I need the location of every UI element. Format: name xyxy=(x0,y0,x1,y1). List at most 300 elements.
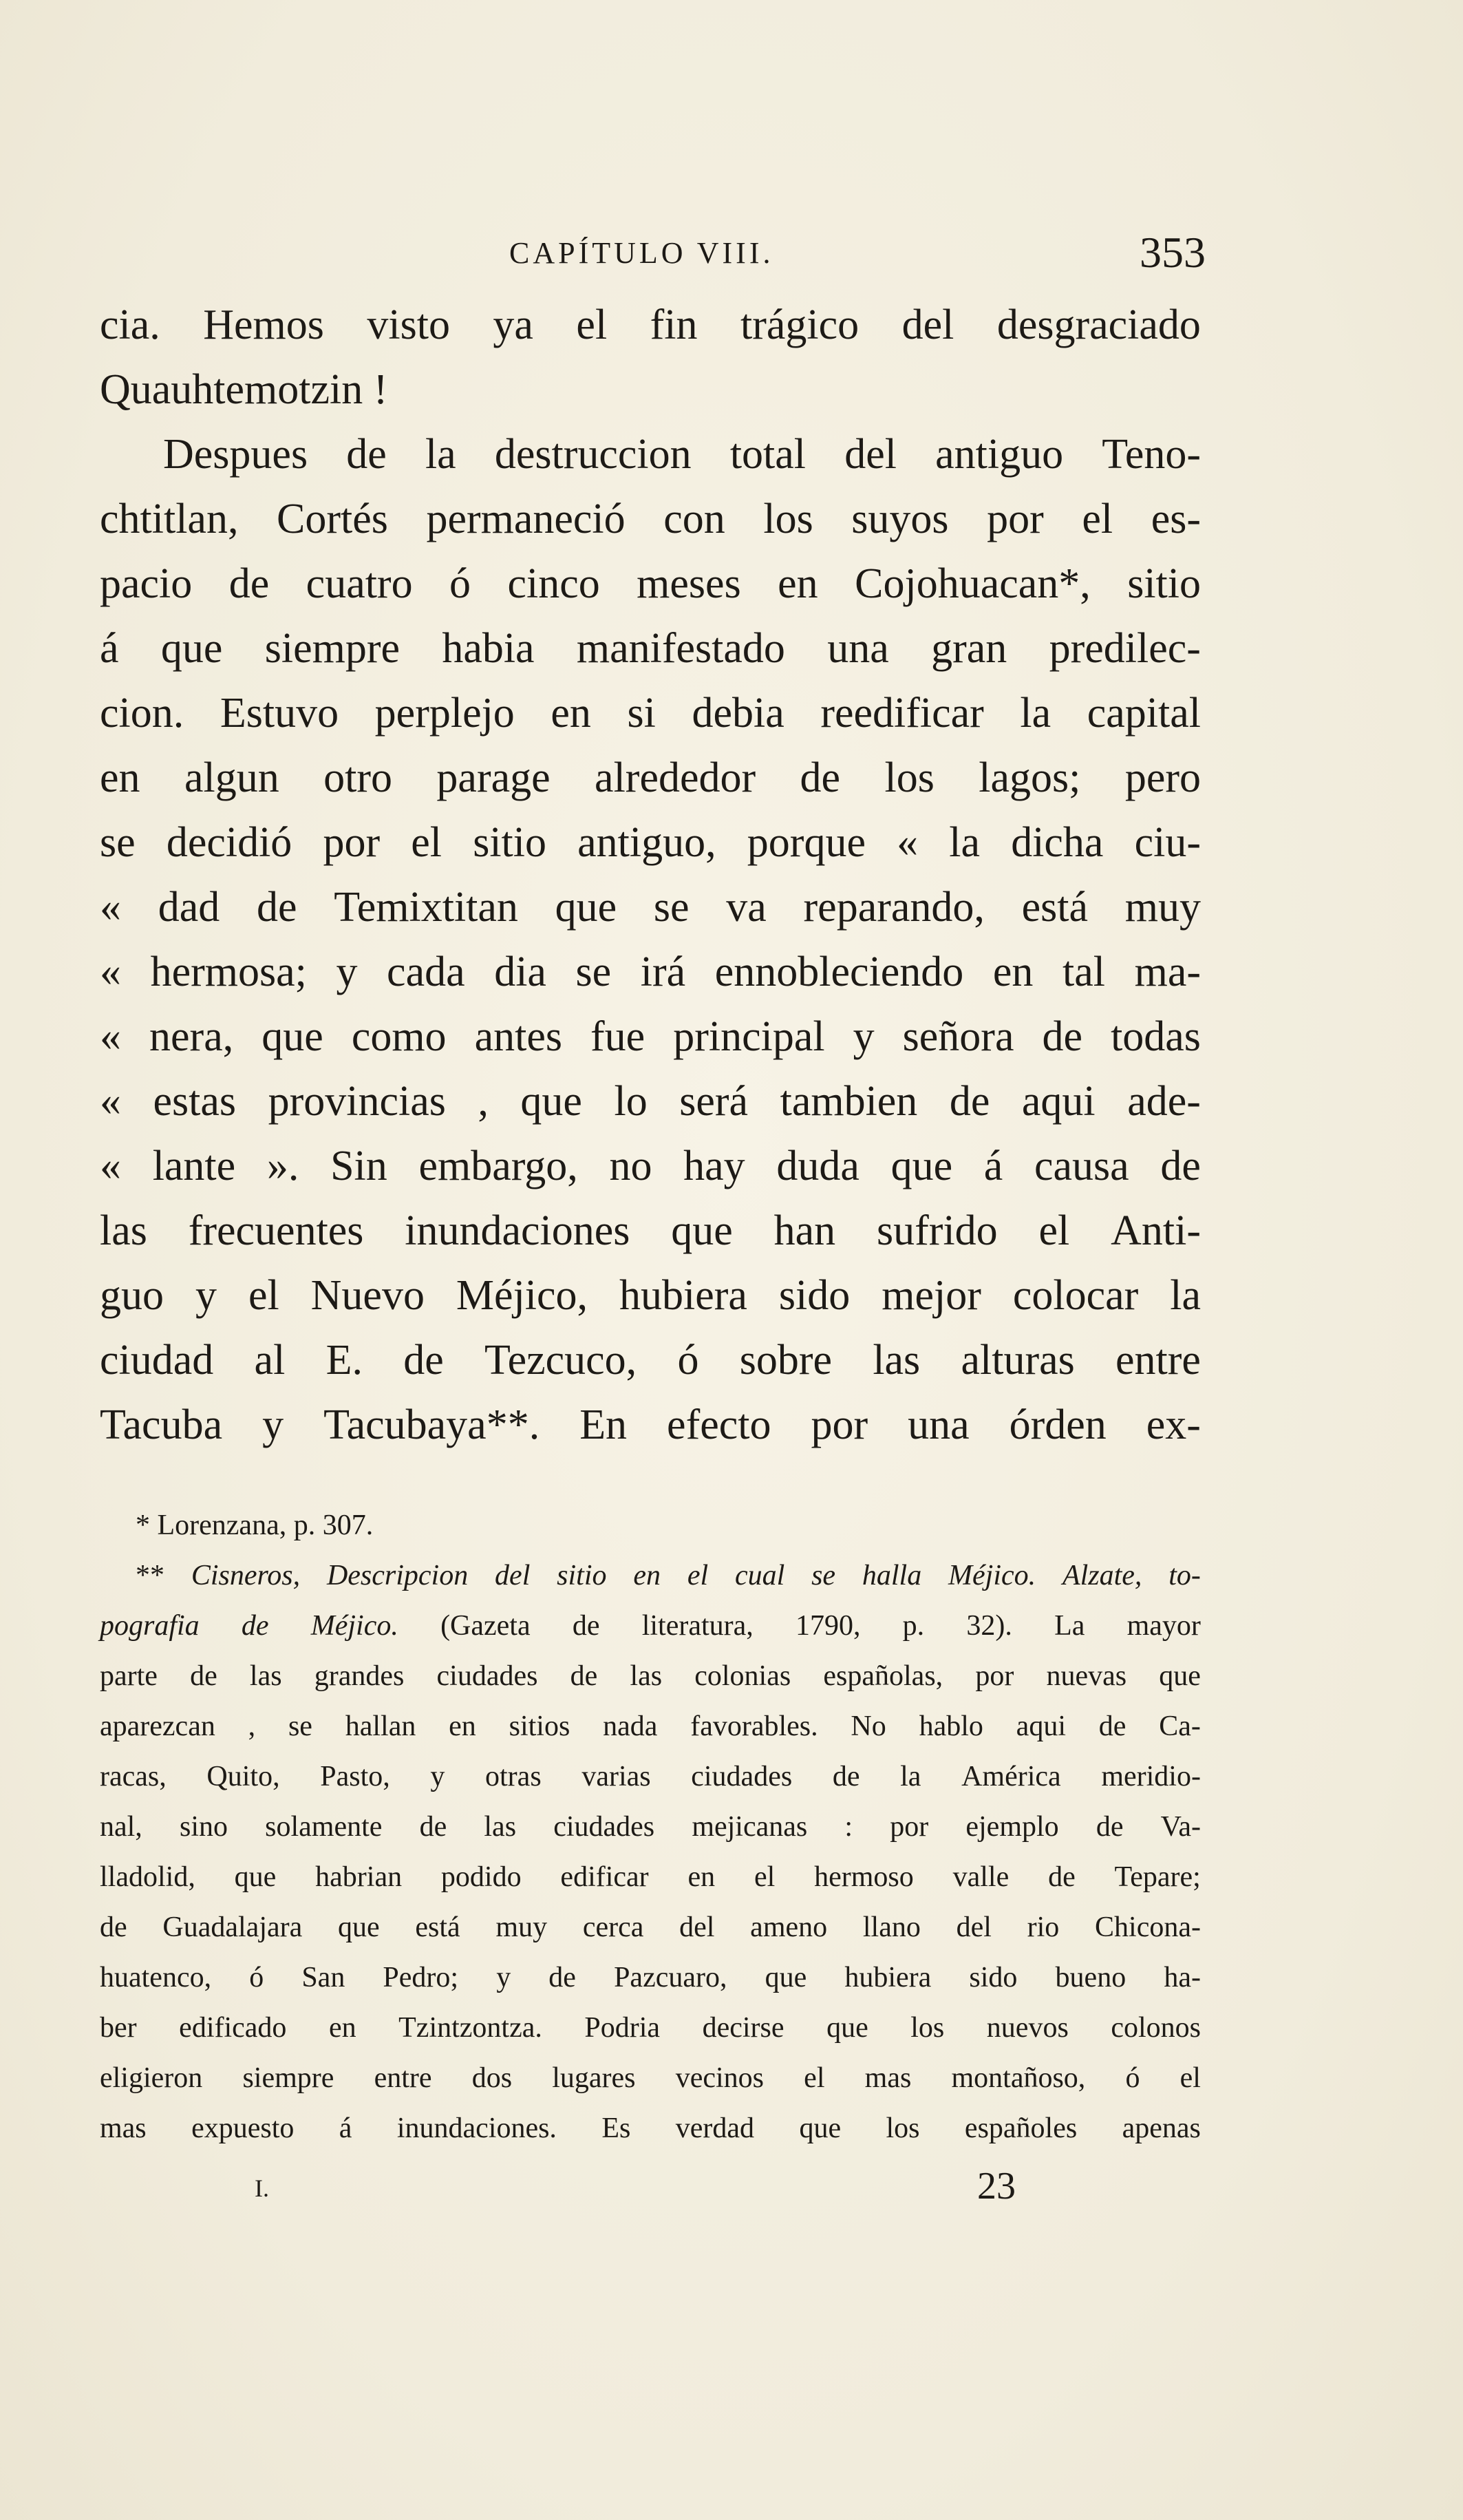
footnote-word: ó xyxy=(1125,2062,1140,2094)
footnote-word: ciudades xyxy=(691,1761,793,1792)
footnote-word: españolas, xyxy=(823,1660,943,1692)
footnote-word: podido xyxy=(440,1861,522,1893)
word: el xyxy=(1082,496,1113,542)
word: lagos; xyxy=(979,754,1081,801)
word: suyos xyxy=(851,496,949,542)
word: cion. xyxy=(100,690,184,737)
footnote-word: del xyxy=(679,1912,715,1943)
footnote-word: las xyxy=(249,1660,282,1692)
word: y xyxy=(336,949,358,995)
footnote-word: Méjico. xyxy=(948,1560,1036,1591)
footnote-line xyxy=(100,1501,1201,1551)
word: se xyxy=(575,949,612,995)
word: trágico xyxy=(740,301,859,348)
footnote-word: ha- xyxy=(1164,1962,1201,1993)
word: decidió xyxy=(166,819,292,866)
footnote-word: Chicona- xyxy=(1095,1912,1201,1943)
word: visto xyxy=(367,301,450,348)
word: entre xyxy=(1115,1337,1201,1384)
footnote-word: que xyxy=(826,2012,868,2044)
footnote-word: colonias xyxy=(694,1660,791,1692)
footnote-word: mayor xyxy=(1126,1610,1201,1642)
word: tal xyxy=(1062,949,1106,995)
footnote-word: que xyxy=(1159,1660,1201,1692)
word: sobre xyxy=(739,1337,833,1384)
text-line xyxy=(100,551,1201,616)
footnote-word: los xyxy=(886,2113,920,2144)
word: el xyxy=(248,1272,279,1319)
word: de xyxy=(949,1078,990,1125)
footnote-word: parte xyxy=(100,1660,158,1692)
word: nera, xyxy=(149,1013,234,1060)
footnote-word: de xyxy=(419,1811,447,1843)
footnote-word: sino xyxy=(179,1811,228,1843)
footnote-word: hablo xyxy=(919,1711,983,1742)
footnote-word: bueno xyxy=(1055,1962,1126,1993)
word: ade- xyxy=(1127,1078,1201,1125)
word: si xyxy=(627,690,656,737)
footnote-line xyxy=(100,1903,1201,1953)
word: predilec- xyxy=(1049,625,1201,672)
footnote-word: apenas xyxy=(1122,2113,1201,2144)
word: y xyxy=(195,1272,217,1319)
word: Hemos xyxy=(203,301,324,348)
footnote-word: decirse xyxy=(702,2012,784,2044)
word: se xyxy=(653,884,690,931)
footnote-word: cerca xyxy=(582,1912,644,1943)
word: « xyxy=(100,1078,121,1125)
word: de xyxy=(800,754,841,801)
word: no xyxy=(609,1143,652,1189)
word: meses xyxy=(637,560,741,607)
word: sitio xyxy=(1127,560,1201,607)
footnote-word: La xyxy=(1054,1610,1085,1642)
main-text xyxy=(100,293,1201,1457)
footnote-word: está xyxy=(415,1912,460,1943)
word: provincias xyxy=(268,1078,446,1125)
footnote-word: * Lorenzana, p. 307. xyxy=(136,1510,374,1541)
footnote-word: Alzate, xyxy=(1062,1560,1142,1591)
footnote-word: que xyxy=(765,1962,807,1993)
word: las xyxy=(100,1207,147,1254)
word: cada xyxy=(387,949,465,995)
word: una xyxy=(908,1401,970,1448)
word: se xyxy=(100,819,136,866)
word: de xyxy=(346,431,387,478)
page-number: 353 xyxy=(1140,228,1206,277)
word: una xyxy=(827,625,889,672)
footnote-word: Pedro; xyxy=(383,1962,459,1993)
word: en xyxy=(992,949,1034,995)
word: el xyxy=(411,819,442,866)
word: « xyxy=(100,949,121,995)
word: Teno- xyxy=(1102,431,1201,478)
word: manifestado xyxy=(576,625,785,672)
footnote-word: : xyxy=(844,1811,853,1843)
footnote-word: edificar xyxy=(560,1861,649,1893)
footnote-word: en xyxy=(687,1861,716,1893)
footnote-word: vecinos xyxy=(675,2062,764,2094)
footnote-line xyxy=(100,1702,1201,1752)
footnote-word: del xyxy=(495,1560,531,1591)
footnote-word: en xyxy=(633,1560,661,1591)
word: pacio xyxy=(100,560,193,607)
footnote-word: el xyxy=(687,1560,709,1591)
footnote-word: ejemplo xyxy=(965,1811,1059,1843)
footnote-word: Tepare; xyxy=(1114,1861,1201,1893)
footnote-word: lladolid, xyxy=(100,1861,195,1893)
text-line xyxy=(100,1198,1201,1263)
word: ciudad xyxy=(100,1337,214,1384)
footnote-word: inundaciones. xyxy=(396,2113,557,2144)
word: ó xyxy=(449,560,471,607)
text-line xyxy=(100,875,1201,940)
word: lo xyxy=(614,1078,648,1125)
word: ». xyxy=(266,1143,299,1189)
word: de xyxy=(403,1337,444,1384)
text-line xyxy=(100,1004,1201,1069)
footnote-word: aparezcan xyxy=(100,1711,215,1742)
word: total xyxy=(729,431,807,478)
footnote-word: dos xyxy=(471,2062,513,2094)
word: la xyxy=(1020,690,1051,737)
footnote-word: verdad xyxy=(675,2113,755,2144)
footnote-word: Pasto, xyxy=(320,1761,390,1792)
footnote-word: de xyxy=(572,1610,600,1642)
word: dicha xyxy=(1011,819,1104,866)
word: antes xyxy=(474,1013,562,1060)
word: Nuevo xyxy=(310,1272,425,1319)
footnote-line xyxy=(100,1601,1201,1651)
footnote-word: valle xyxy=(952,1861,1010,1893)
footnote-word: pografia xyxy=(100,1610,200,1642)
word: los xyxy=(763,496,813,542)
footnote-word: Ca- xyxy=(1159,1711,1201,1742)
footnote-word: Tzintzontza. xyxy=(398,2012,542,2044)
word: de xyxy=(1160,1143,1201,1189)
word: alrededor xyxy=(595,754,756,801)
footnote-word: rio xyxy=(1027,1912,1060,1943)
footnote-line xyxy=(100,1802,1201,1852)
word: porque xyxy=(747,819,866,866)
word: han xyxy=(773,1207,836,1254)
word: Méjico, xyxy=(456,1272,588,1319)
footnote-word: se xyxy=(811,1560,836,1591)
footnote-word: edificado xyxy=(179,2012,287,2044)
footnote-line xyxy=(100,1752,1201,1802)
word: está xyxy=(1021,884,1088,931)
word: frecuentes xyxy=(188,1207,364,1254)
word: será xyxy=(679,1078,749,1125)
word: el xyxy=(576,301,608,348)
word: duda xyxy=(776,1143,859,1189)
word: destruccion xyxy=(494,431,692,478)
footnote-word: habrian xyxy=(315,1861,403,1893)
footnote-word: de xyxy=(1096,1811,1124,1843)
word: permaneció xyxy=(426,496,626,542)
word: reparando, xyxy=(803,884,985,931)
footnote-word: huatenco, xyxy=(100,1962,212,1993)
word: hermosa; xyxy=(150,949,307,995)
word: y xyxy=(853,1013,875,1060)
word: que xyxy=(555,884,617,931)
footnote-word: el xyxy=(804,2062,825,2094)
word: « xyxy=(100,1013,121,1060)
word: la xyxy=(949,819,981,866)
footnote-word: Méjico. xyxy=(310,1610,398,1642)
word: guo xyxy=(100,1272,164,1319)
footnote-word: se xyxy=(288,1711,312,1742)
word: que xyxy=(671,1207,733,1254)
footnote-word: ciudades xyxy=(553,1811,655,1843)
word: Tezcuco, xyxy=(484,1337,637,1384)
footnote-word: hallan xyxy=(345,1711,416,1742)
footnote-word: por xyxy=(890,1811,929,1843)
footnote-word: hubiera xyxy=(844,1962,932,1993)
footnote-word: nada xyxy=(603,1711,658,1742)
word: fin xyxy=(650,301,698,348)
text-line xyxy=(100,293,1201,357)
word: hay xyxy=(683,1143,745,1189)
text-line xyxy=(100,810,1201,875)
word: irá xyxy=(640,949,686,995)
word: de xyxy=(256,884,297,931)
text-line xyxy=(100,1393,1201,1457)
footnote-word: sitios xyxy=(509,1711,570,1742)
footnote-word: colonos xyxy=(1111,2012,1201,2044)
footnote-word: 1790, xyxy=(795,1610,861,1642)
footnote-word: llano xyxy=(862,1912,921,1943)
word: en xyxy=(551,690,591,737)
word: el xyxy=(1038,1207,1070,1254)
word: siempre xyxy=(264,625,400,672)
footnote-word: cual xyxy=(734,1560,785,1591)
footnote-word: mas xyxy=(864,2062,912,2094)
footnote-word: literatura, xyxy=(641,1610,754,1642)
footnote-line xyxy=(100,1551,1201,1601)
footnote-word: siempre xyxy=(242,2062,334,2094)
word: chtitlan, xyxy=(100,496,239,542)
running-title: CAPÍTULO VIII. xyxy=(509,236,774,270)
word: por xyxy=(323,819,381,866)
word: de xyxy=(228,560,270,607)
word: Despues xyxy=(163,431,308,478)
word: ma- xyxy=(1134,949,1201,995)
footnote-word: el xyxy=(754,1861,776,1893)
footnote-word: de xyxy=(570,1660,598,1692)
text-line xyxy=(100,422,1201,487)
word: Tacuba xyxy=(100,1401,223,1448)
word: muy xyxy=(1124,884,1201,931)
footnote-word: racas, xyxy=(100,1761,167,1792)
word: Cortés xyxy=(277,496,388,542)
signature-mark: I. xyxy=(255,2174,269,2202)
word: es- xyxy=(1151,496,1201,542)
footnote-word: en xyxy=(449,1711,476,1742)
word: sido xyxy=(778,1272,851,1319)
word: cia. xyxy=(100,301,160,348)
word: sitio xyxy=(473,819,546,866)
footnote-word: hermoso xyxy=(814,1861,914,1893)
word: inundaciones xyxy=(405,1207,630,1254)
footnote-word: No xyxy=(851,1711,886,1742)
footnote-word: solamente xyxy=(265,1811,383,1843)
text-line xyxy=(100,357,1201,422)
footnote-word: Descripcion xyxy=(326,1560,469,1591)
word: perplejo xyxy=(374,690,515,737)
footnote-line xyxy=(100,2003,1201,2053)
footnote-word: América xyxy=(961,1761,1061,1792)
footnote-word: halla xyxy=(862,1560,922,1591)
word: todas xyxy=(1111,1013,1201,1060)
word: , xyxy=(478,1078,489,1125)
word: por xyxy=(987,496,1044,542)
word: lante xyxy=(152,1143,236,1189)
footnote-word: de xyxy=(1048,1861,1076,1893)
word: hubiera xyxy=(619,1272,747,1319)
word: colocar xyxy=(1012,1272,1139,1319)
footnote-word: Es xyxy=(601,2113,631,2144)
footnote-word: de xyxy=(1098,1711,1126,1742)
word: la xyxy=(425,431,456,478)
footnote-word: de xyxy=(190,1660,217,1692)
footnote-word: y xyxy=(430,1761,445,1792)
footnote-word: los xyxy=(910,2012,945,2044)
footnote-word: por xyxy=(975,1660,1014,1692)
footnote-word: las xyxy=(484,1811,517,1843)
word: los xyxy=(884,754,935,801)
footnote-line xyxy=(100,1651,1201,1702)
word: Tacubaya**. xyxy=(323,1401,540,1448)
footnote-word: varias xyxy=(581,1761,651,1792)
footnote-word: de xyxy=(832,1761,860,1792)
word: debia xyxy=(692,690,784,737)
word: ya xyxy=(493,301,533,348)
footnote-word: meridio- xyxy=(1101,1761,1201,1792)
footnote-word: y xyxy=(496,1962,511,1993)
word: ó xyxy=(677,1337,699,1384)
footnote-word: Va- xyxy=(1160,1811,1201,1843)
word: señora xyxy=(902,1013,1014,1060)
word: otro xyxy=(323,754,392,801)
footnote-word: de xyxy=(548,1962,576,1993)
page-footer xyxy=(100,2165,1201,2223)
footnote-word: Pazcuaro, xyxy=(614,1962,727,1993)
footnote-word: Quito, xyxy=(206,1761,280,1792)
text-line xyxy=(100,1328,1201,1393)
word: Temixtitan xyxy=(334,884,518,931)
word: ciu- xyxy=(1134,819,1201,866)
word: que xyxy=(890,1143,953,1189)
text-line xyxy=(100,1069,1201,1134)
footnote-word: Guadalajara xyxy=(162,1912,303,1943)
word: como xyxy=(351,1013,447,1060)
word: fue xyxy=(590,1013,645,1060)
page-header xyxy=(100,227,1206,282)
text-line xyxy=(100,1134,1201,1198)
footnote-word: de xyxy=(241,1610,269,1642)
footnote-word: que xyxy=(338,1912,380,1943)
footnote-word: San xyxy=(301,1962,345,1993)
word: causa xyxy=(1034,1143,1129,1189)
footnote-word: sido xyxy=(969,1962,1018,1993)
footnote-line xyxy=(100,1852,1201,1903)
word: de xyxy=(1042,1013,1083,1060)
word: sufrido xyxy=(877,1207,998,1254)
footnote-word: ameno xyxy=(750,1912,828,1943)
word: al xyxy=(254,1337,286,1384)
word: habia xyxy=(442,625,535,672)
signature-number: 23 xyxy=(977,2165,1016,2207)
word: del xyxy=(901,301,954,348)
footnote-word: Cisneros, xyxy=(191,1560,301,1591)
word: desgraciado xyxy=(996,301,1201,348)
footnote-word: favorables. xyxy=(690,1711,818,1742)
word: tambien xyxy=(780,1078,918,1125)
word: que xyxy=(520,1078,582,1125)
word: reedificar xyxy=(820,690,984,737)
footnote-word: el xyxy=(1179,2062,1201,2094)
footnote-word: ber xyxy=(100,2012,137,2044)
footnote-word: la xyxy=(900,1761,921,1792)
word: antiguo, xyxy=(577,819,716,866)
text-line xyxy=(100,745,1201,810)
footnote-word: á xyxy=(339,2113,352,2144)
word: Sin xyxy=(330,1143,387,1189)
footnote-word: del xyxy=(956,1912,992,1943)
footnote-word: mas xyxy=(100,2113,147,2144)
word: « xyxy=(897,819,919,866)
footnote-word: montañoso, xyxy=(951,2062,1086,2094)
footnote-word: , xyxy=(248,1711,256,1742)
word: cinco xyxy=(507,560,600,607)
word: que xyxy=(261,1013,323,1060)
word: á xyxy=(983,1143,1003,1189)
word: ennobleciendo xyxy=(714,949,964,995)
word: las xyxy=(873,1337,921,1384)
word: por xyxy=(811,1401,868,1448)
text-line xyxy=(100,616,1201,681)
word: que xyxy=(160,625,223,672)
footnote-word: españoles xyxy=(964,2113,1078,2144)
footnote-word: que xyxy=(234,1861,277,1893)
word: en xyxy=(778,560,818,607)
footnote-word: Podria xyxy=(584,2012,661,2044)
word: efecto xyxy=(667,1401,771,1448)
word: algun xyxy=(184,754,279,801)
text-line xyxy=(100,1263,1201,1328)
word: Estuvo xyxy=(220,690,339,737)
word: va xyxy=(726,884,767,931)
word: Quauhtemotzin ! xyxy=(100,366,388,413)
word: « xyxy=(100,1143,121,1189)
word: ex- xyxy=(1146,1401,1201,1448)
word: órden xyxy=(1009,1401,1107,1448)
footnote-word: sitio xyxy=(557,1560,607,1591)
word: principal xyxy=(673,1013,825,1060)
text-line xyxy=(100,487,1201,551)
footnote-word: p. xyxy=(902,1610,925,1642)
footnote-word: (Gazeta xyxy=(440,1610,531,1642)
footnote-word: nuevas xyxy=(1046,1660,1127,1692)
footnote-word: de xyxy=(100,1912,127,1943)
footnote-word: grandes xyxy=(314,1660,405,1692)
text-line xyxy=(100,940,1201,1004)
word: En xyxy=(579,1401,628,1448)
footnote-word: entre xyxy=(374,2062,432,2094)
word: antiguo xyxy=(935,431,1064,478)
word: aqui xyxy=(1021,1078,1096,1125)
